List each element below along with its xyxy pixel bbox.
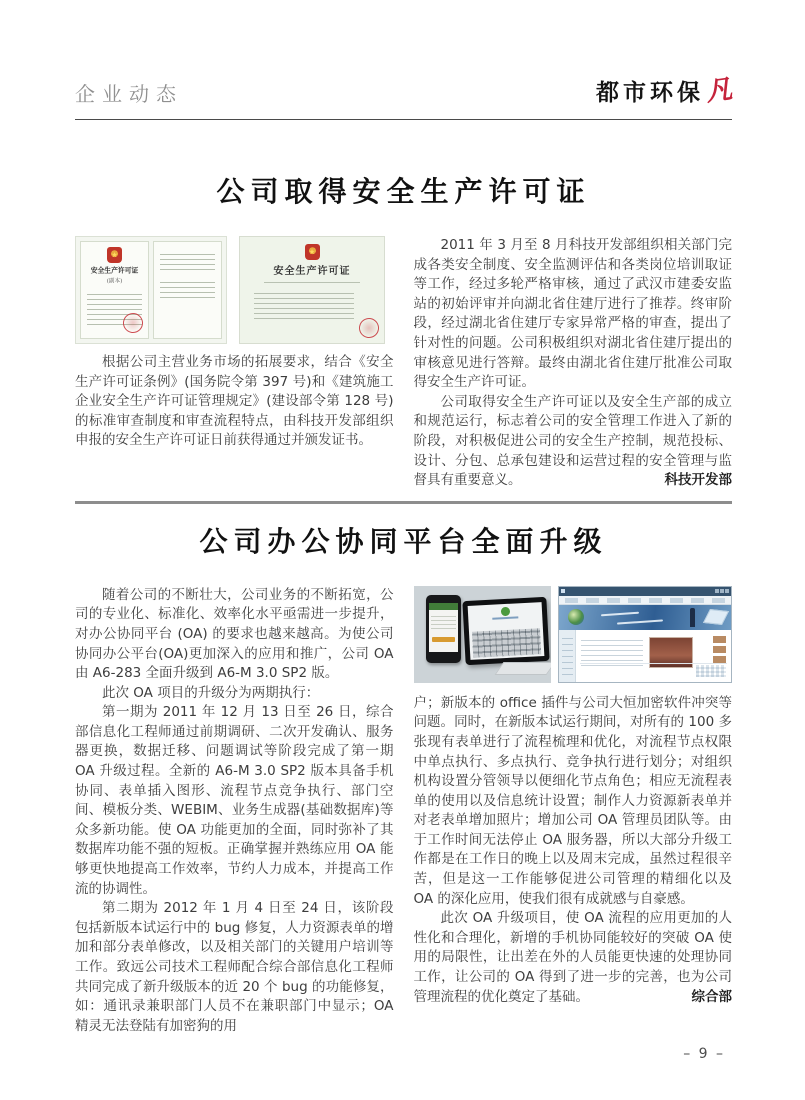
banner-calligraphy-mark [617, 619, 663, 624]
window-controls-icons [715, 589, 729, 593]
author-signature: 科技开发部 [664, 472, 732, 489]
paragraph: 此次 OA 项目的升级分为两期执行： [102, 684, 320, 701]
tablet-screen [467, 602, 544, 660]
banner-calligraphy-mark [601, 611, 639, 616]
author-signature: 综合部 [691, 988, 732, 1005]
paragraph: 公司取得安全生产许可证以及安全生产部的成立和规范运行，标志着公司的安全管理工作进入了新的阶段，对积极促进公司的安全生产控制，规范投标、设计、分包、总承包建设和运营过程的安全管理与监督具有重要意义。 科技开发部 [414, 393, 733, 491]
certificate-page-back [153, 241, 222, 339]
article1-right-column [414, 236, 733, 491]
section-title: 企业动态 [75, 82, 183, 106]
portal-footer-row [580, 663, 727, 679]
smartphone-image [426, 595, 461, 663]
portal-body [559, 630, 731, 682]
paragraph: 户；新版本的 office 插件与公司大恒加密软件冲突等问题。同时，在新版本试运行期间，对所有的 100 多张现有表单进行了流程梳理和优化，对流程节点权限中单点执行、多点执行、竞争执行进行划分；对组织机构设置分管领导以便细化节点角色；相应无流程表单的使用以及信息统计设置；制作人力资源新表单并对老表单增加照片；增加公司 OA 管理员团队等。由于工作时间无法停止 OA 服务器，所以大部分升级工作都是在工作日的晚上以及周末完成，虽然过程很辛苦，但是这一工作能够促进公司管理的精细化以及 OA 的深化应用，使我们很有成就感与自豪感。 [413, 694, 732, 907]
page-header [75, 74, 732, 120]
phone-app-button [432, 637, 455, 642]
window-logo-icon [561, 589, 565, 593]
onscreen-keyboard [471, 628, 540, 658]
red-seal-icon [357, 316, 381, 340]
paragraph: 此次 OA 升级项目，使 OA 流程的应用更加的人性化和合理化，新增的手机协同能较好的突破 OA 使用的局限性，让出差在外的人员能更快速的处理协同工作，让公司的 OA 得到了进一步的完善，也为公司管理流程的优化奠定了基础。 综合部 [414, 909, 733, 1007]
article1-left-column [75, 236, 394, 491]
certificate-title: 安全生产许可证 [90, 266, 139, 275]
magazine-title: 都市环保 [595, 79, 704, 105]
certificate-page-front [80, 241, 149, 339]
window-title-bar [559, 587, 731, 596]
certificate-text-lines [160, 250, 215, 270]
page-number: – 9 – [683, 1046, 725, 1062]
certificate-text-lines [254, 289, 354, 321]
certificate-text-lines [160, 278, 215, 298]
paragraph: 第二期为 2012 年 1 月 4 日至 24 日，该阶段包括新版本试运行中的 bug 修复，人力资源表单的增加和部分表单修改，以及相关部门的关键用户培训等工作。致远公司技术工程师配合综合部信息化工程师共同完成了新升级版本的近 20 个 bug 的功能修复，如：通讯录兼职部门人员不在兼职部门中显示；OA 精灵无法登陆有加密狗的用 [75, 900, 394, 1034]
paragraph: 第一期为 2011 年 12 月 13 日至 26 日，综合部信息化工程师通过前期调研、二次开发确认、服务器更换，数据迁移、问题调试等阶段完成了第一期 OA 升级过程。全新的 A6-M 3.0 SP2 版本具备手机协同、表单插入图形、流程节点竞争执行、部门空间、模板分类、WEBIM、业务生成器(基础数据库)等众多新功能。使 OA 功能更加的全面，同时弥补了其数据库功能不强的短板。正确掌握并熟练应用 OA 能够更快地提高工作效率，节约人力成本，并提高工作流的协调性。 [75, 704, 394, 897]
person-silhouette [690, 608, 695, 627]
oa-portal-screenshot-image [558, 586, 732, 683]
article2-right-column [414, 586, 733, 1037]
portal-banner [559, 605, 731, 630]
globe-logo-icon [568, 609, 584, 625]
article1-right-text [414, 236, 733, 491]
oa-logo-icon [500, 607, 509, 616]
portal-main-area [576, 630, 731, 682]
phone-screen [429, 603, 458, 652]
portal-sidebar [559, 630, 576, 682]
article1-left-text [75, 353, 394, 451]
portal-calendar-widget [696, 665, 726, 677]
certificate-figure [75, 236, 394, 344]
paragraph: 2011 年 3 月至 8 月科技开发部组织相关部门完成各类安全制度、安全监测评估和各类岗位培训取证等工作，经过多轮严格审核，通过了武汉市建委安监站的初始评审并向湖北省住建厅进行了推荐。终审阶段，经过湖北省住建厅专家异常严格的审查，提出了针对性的问题。公司积极组织对湖北省住建厅提出的审核意见进行答辩。最终由湖北省住建厅批准公司取得安全生产许可证。 [413, 237, 732, 391]
article2-title: 公司办公协同平台全面升级 [199, 526, 608, 558]
article-safety-license [75, 170, 732, 491]
national-emblem-icon: ★ [107, 247, 122, 263]
phone-app-header [429, 603, 458, 610]
article1-title: 公司取得安全生产许可证 [216, 177, 591, 208]
paragraph: 根据公司主营业务市场的拓展要求，结合《安全生产许可证条例》(国务院令第 397 号)和《建筑施工企业安全生产许可证管理规定》(建设部令第 128 号)的标准审查制度和审查流程特点，由科技开发部组织申报的安全生产许可证日前获得通过并颁发证书。 [75, 354, 394, 449]
paragraph: 随着公司的不断壮大，公司业务的不断拓宽，公司的专业化、标准化、效率化水平亟需进一步提升，对办公协同平台 (OA) 的要求也越来越高。为使公司协同办公平台(OA)更加深入的应用和推广，公司 OA 由 A6-283 全面升级到 A6-M 3.0 SP2 版。 [75, 586, 394, 682]
portal-menu-tabs [559, 596, 731, 605]
certificate-meta-line [252, 280, 372, 284]
certificate-wide-image [239, 236, 385, 344]
oa-figure-row [414, 586, 733, 683]
national-emblem-icon: ★ [305, 244, 320, 260]
certificate-subtitle: (副本) [106, 277, 123, 285]
mobile-devices-image [414, 586, 552, 683]
article-oa-upgrade [75, 520, 732, 1037]
phone-app-content [431, 613, 456, 631]
article-separator [75, 501, 732, 504]
article2-left-column [75, 586, 394, 1037]
diamond-graphic [703, 609, 729, 625]
certificate-booklet-image [75, 236, 227, 344]
tablet-cover [495, 662, 552, 675]
article2-left-text [75, 586, 394, 1037]
article2-right-text [414, 694, 733, 1008]
brand-logo-icon: 凡 [704, 73, 734, 108]
tablet-login-field [492, 616, 518, 619]
tablet-image [462, 597, 549, 665]
magazine-brand [596, 74, 732, 107]
certificate-title: 安全生产许可证 [273, 266, 351, 277]
